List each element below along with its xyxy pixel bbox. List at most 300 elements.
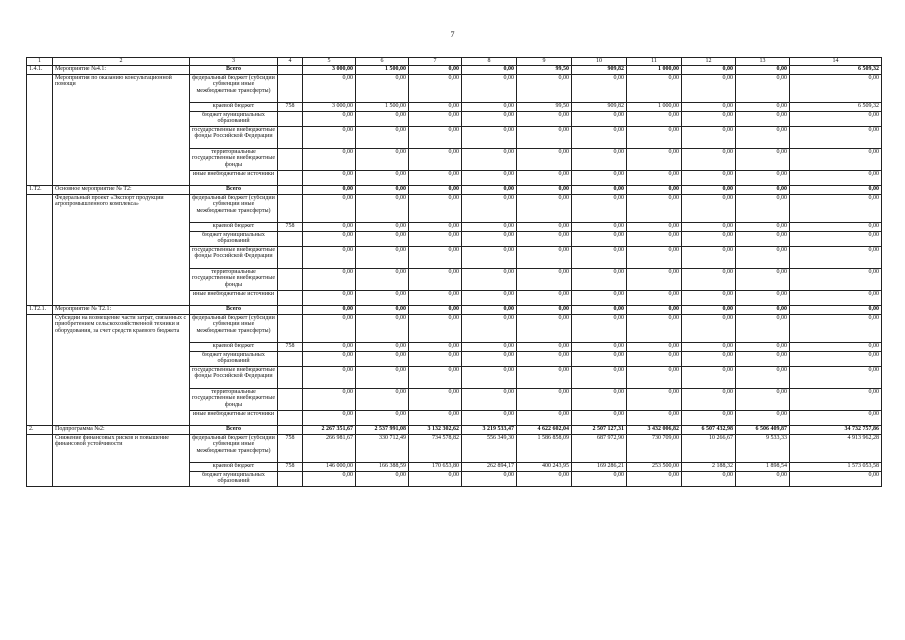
amount-cell: 0,00: [303, 411, 356, 426]
amount-cell: 0,00: [736, 306, 790, 315]
amount-cell: 0,00: [736, 195, 790, 223]
amount-cell: 0,00: [409, 367, 462, 389]
budget-code: [278, 472, 303, 487]
amount-cell: 0,00: [517, 232, 572, 247]
amount-cell: 0,00: [303, 171, 356, 186]
amount-cell: 0,00: [572, 127, 627, 149]
budget-code: [278, 232, 303, 247]
amount-cell: 0,00: [517, 149, 572, 171]
budget-code: [278, 389, 303, 411]
amount-cell: 0,00: [409, 186, 462, 195]
amount-cell: 0,00: [356, 195, 409, 223]
budget-code: 758: [278, 435, 303, 463]
amount-cell: 0,00: [627, 186, 682, 195]
amount-cell: 0,00: [409, 149, 462, 171]
amount-cell: 0,00: [736, 75, 790, 103]
amount-cell: 0,00: [517, 186, 572, 195]
amount-cell: 0,00: [790, 171, 882, 186]
amount-cell: 0,00: [517, 315, 572, 343]
amount-cell: 909,82: [572, 103, 627, 112]
funding-source: государственные внебюджетные фонды Российской Федерации: [190, 127, 278, 149]
amount-cell: 0,00: [682, 306, 736, 315]
amount-cell: 0,00: [682, 291, 736, 306]
amount-cell: 0,00: [682, 352, 736, 367]
section-title: Подпрограмма №2:: [53, 426, 190, 435]
amount-cell: 0,00: [356, 291, 409, 306]
amount-cell: 0,00: [409, 112, 462, 127]
funding-source: иные внебюджетные источники: [190, 291, 278, 306]
amount-cell: 0,00: [682, 232, 736, 247]
amount-cell: 0,00: [303, 112, 356, 127]
amount-cell: 0,00: [790, 367, 882, 389]
amount-cell: 0,00: [790, 112, 882, 127]
amount-cell: 0,00: [462, 186, 517, 195]
amount-cell: 0,00: [409, 195, 462, 223]
header-cell: 3: [190, 58, 278, 66]
header-cell: 9: [517, 58, 572, 66]
amount-cell: 262 894,17: [462, 463, 517, 472]
amount-cell: 0,00: [790, 269, 882, 291]
amount-cell: 1 000,00: [627, 66, 682, 75]
amount-cell: 6 509,32: [790, 66, 882, 75]
amount-cell: 2 188,32: [682, 463, 736, 472]
amount-cell: 0,00: [303, 247, 356, 269]
amount-cell: 0,00: [462, 291, 517, 306]
amount-cell: 3 219 533,47: [462, 426, 517, 435]
budget-code: [278, 247, 303, 269]
amount-cell: 99,50: [517, 66, 572, 75]
amount-cell: 0,00: [682, 66, 736, 75]
amount-cell: 0,00: [303, 315, 356, 343]
amount-cell: 0,00: [517, 269, 572, 291]
amount-cell: 0,00: [736, 315, 790, 343]
header-cell: 14: [790, 58, 882, 66]
funding-source: бюджет муниципальных образований: [190, 232, 278, 247]
amount-cell: 0,00: [572, 186, 627, 195]
amount-cell: 0,00: [627, 367, 682, 389]
amount-cell: 2 537 991,08: [356, 426, 409, 435]
amount-cell: 0,00: [303, 291, 356, 306]
budget-code: [278, 352, 303, 367]
budget-code: [278, 291, 303, 306]
amount-cell: 0,00: [409, 291, 462, 306]
amount-cell: 146 000,00: [303, 463, 356, 472]
amount-cell: 0,00: [356, 343, 409, 352]
amount-cell: 0,00: [572, 247, 627, 269]
row-number: 1.T2.1.: [27, 306, 53, 315]
amount-cell: 3 000,00: [303, 66, 356, 75]
amount-cell: 0,00: [517, 247, 572, 269]
amount-cell: 556 349,30: [462, 435, 517, 463]
amount-cell: 0,00: [572, 171, 627, 186]
amount-cell: 0,00: [409, 247, 462, 269]
amount-cell: 0,00: [303, 186, 356, 195]
amount-cell: 0,00: [790, 306, 882, 315]
budget-code: [278, 75, 303, 103]
amount-cell: 0,00: [627, 171, 682, 186]
amount-cell: 0,00: [736, 269, 790, 291]
amount-cell: 10 266,67: [682, 435, 736, 463]
amount-cell: 0,00: [736, 103, 790, 112]
funding-source: краевой бюджет: [190, 343, 278, 352]
amount-cell: 0,00: [790, 195, 882, 223]
budget-code: 758: [278, 343, 303, 352]
header-cell: 6: [356, 58, 409, 66]
amount-cell: 0,00: [517, 75, 572, 103]
amount-cell: 0,00: [736, 127, 790, 149]
section-description: Федеральный проект «Экспорт продукции агропромышленного комплекса»: [53, 195, 190, 306]
funding-source: государственные внебюджетные фонды Российской Федерации: [190, 247, 278, 269]
amount-cell: 0,00: [736, 112, 790, 127]
amount-cell: 0,00: [356, 352, 409, 367]
section-description: Мероприятия по оказанию консультационной помощи: [53, 75, 190, 186]
page-number: 7: [450, 30, 455, 39]
budget-code: [278, 315, 303, 343]
amount-cell: 0,00: [682, 247, 736, 269]
amount-cell: 0,00: [409, 171, 462, 186]
amount-cell: 0,00: [517, 171, 572, 186]
amount-cell: 0,00: [736, 186, 790, 195]
amount-cell: 0,00: [682, 411, 736, 426]
amount-cell: 0,00: [682, 343, 736, 352]
header-cell: 8: [462, 58, 517, 66]
amount-cell: 687 972,90: [572, 435, 627, 463]
amount-cell: 1 500,00: [356, 66, 409, 75]
budget-code: [278, 411, 303, 426]
budget-code: [278, 367, 303, 389]
funding-source: бюджет муниципальных образований: [190, 352, 278, 367]
amount-cell: 0,00: [303, 232, 356, 247]
amount-cell: 0,00: [682, 171, 736, 186]
funding-source: Всего: [190, 186, 278, 195]
amount-cell: 0,00: [409, 472, 462, 487]
amount-cell: 0,00: [572, 149, 627, 171]
amount-cell: 730 709,00: [627, 435, 682, 463]
amount-cell: 0,00: [627, 269, 682, 291]
amount-cell: 0,00: [790, 75, 882, 103]
funding-source: территориальные государственные внебюджетные фонды: [190, 389, 278, 411]
header-cell: 4: [278, 58, 303, 66]
amount-cell: 0,00: [462, 411, 517, 426]
amount-cell: 0,00: [356, 367, 409, 389]
header-cell: 13: [736, 58, 790, 66]
amount-cell: 0,00: [409, 75, 462, 103]
amount-cell: 0,00: [736, 343, 790, 352]
section-description: Субсидии на возмещение части затрат, связанных с приобретением сельскохозяйственной техники и оборудования, за счет средств краевого бюджета: [53, 315, 190, 426]
amount-cell: 0,00: [790, 232, 882, 247]
amount-cell: 1 586 858,09: [517, 435, 572, 463]
funding-source: федеральный бюджет (субсидии субвенции иные межбюджетные трансферты): [190, 75, 278, 103]
amount-cell: 0,00: [356, 127, 409, 149]
amount-cell: 0,00: [736, 411, 790, 426]
header-cell: 2: [53, 58, 190, 66]
amount-cell: 2 507 127,31: [572, 426, 627, 435]
amount-cell: 0,00: [356, 171, 409, 186]
amount-cell: 0,00: [462, 389, 517, 411]
amount-cell: 0,00: [682, 315, 736, 343]
amount-cell: 0,00: [303, 75, 356, 103]
amount-cell: 0,00: [682, 112, 736, 127]
amount-cell: 0,00: [572, 291, 627, 306]
amount-cell: 0,00: [409, 269, 462, 291]
budget-code: [278, 171, 303, 186]
amount-cell: 0,00: [736, 171, 790, 186]
section-description: Снижение финансовых рисков и повышение финансовой устойчивости: [53, 435, 190, 487]
amount-cell: 0,00: [517, 306, 572, 315]
section-title: Основное мероприятие № T2:: [53, 186, 190, 195]
amount-cell: 0,00: [517, 127, 572, 149]
amount-cell: 0,00: [303, 343, 356, 352]
amount-cell: 0,00: [303, 127, 356, 149]
amount-cell: 0,00: [462, 343, 517, 352]
budget-code: [278, 269, 303, 291]
header-cell: 7: [409, 58, 462, 66]
budget-code: [278, 112, 303, 127]
amount-cell: 0,00: [682, 367, 736, 389]
row-number-empty: [27, 75, 53, 186]
funding-source: краевой бюджет: [190, 103, 278, 112]
amount-cell: 0,00: [409, 127, 462, 149]
funding-source: федеральный бюджет (субсидии субвенции иные межбюджетные трансферты): [190, 195, 278, 223]
amount-cell: 0,00: [572, 367, 627, 389]
amount-cell: 0,00: [627, 112, 682, 127]
amount-cell: 330 712,49: [356, 435, 409, 463]
header-cell: 5: [303, 58, 356, 66]
header-row: [27, 58, 882, 66]
row-number-empty: [27, 435, 53, 487]
table-row: [27, 435, 882, 463]
amount-cell: 0,00: [627, 149, 682, 171]
amount-cell: 0,00: [790, 247, 882, 269]
amount-cell: 0,00: [627, 127, 682, 149]
row-number-empty: [27, 195, 53, 306]
amount-cell: 0,00: [462, 367, 517, 389]
amount-cell: 4 622 602,04: [517, 426, 572, 435]
funding-source: федеральный бюджет (субсидии субвенции иные межбюджетные трансферты): [190, 315, 278, 343]
amount-cell: 0,00: [409, 411, 462, 426]
amount-cell: 0,00: [682, 223, 736, 232]
funding-source: территориальные государственные внебюджетные фонды: [190, 149, 278, 171]
amount-cell: 0,00: [409, 352, 462, 367]
amount-cell: 0,00: [627, 291, 682, 306]
budget-code: [278, 306, 303, 315]
amount-cell: 3 000,00: [303, 103, 356, 112]
amount-cell: 3 132 302,62: [409, 426, 462, 435]
amount-cell: 0,00: [303, 389, 356, 411]
amount-cell: 9 533,33: [736, 435, 790, 463]
amount-cell: 0,00: [682, 472, 736, 487]
amount-cell: 0,00: [627, 223, 682, 232]
funding-source: иные внебюджетные источники: [190, 171, 278, 186]
amount-cell: 0,00: [627, 472, 682, 487]
amount-cell: 0,00: [356, 315, 409, 343]
amount-cell: 0,00: [517, 389, 572, 411]
amount-cell: 253 500,00: [627, 463, 682, 472]
amount-cell: 0,00: [572, 112, 627, 127]
amount-cell: 0,00: [462, 103, 517, 112]
amount-cell: 34 732 757,86: [790, 426, 882, 435]
amount-cell: 0,00: [572, 315, 627, 343]
amount-cell: 0,00: [462, 352, 517, 367]
amount-cell: 0,00: [790, 223, 882, 232]
amount-cell: 0,00: [790, 411, 882, 426]
funding-source: бюджет муниципальных образований: [190, 112, 278, 127]
amount-cell: 0,00: [356, 149, 409, 171]
amount-cell: 0,00: [462, 171, 517, 186]
amount-cell: 0,00: [356, 247, 409, 269]
amount-cell: 0,00: [682, 186, 736, 195]
amount-cell: 0,00: [462, 112, 517, 127]
amount-cell: 0,00: [572, 195, 627, 223]
amount-cell: 0,00: [627, 343, 682, 352]
table-row: [27, 75, 882, 103]
amount-cell: 0,00: [736, 247, 790, 269]
amount-cell: 0,00: [303, 367, 356, 389]
amount-cell: 0,00: [736, 352, 790, 367]
amount-cell: 909,82: [572, 66, 627, 75]
amount-cell: 1 573 053,58: [790, 463, 882, 472]
amount-cell: 0,00: [572, 75, 627, 103]
amount-cell: 3 432 006,82: [627, 426, 682, 435]
amount-cell: 0,00: [682, 103, 736, 112]
amount-cell: 0,00: [409, 306, 462, 315]
funding-source: Всего: [190, 426, 278, 435]
amount-cell: 0,00: [356, 112, 409, 127]
amount-cell: 0,00: [409, 315, 462, 343]
budget-table: [26, 57, 882, 487]
row-number-empty: [27, 315, 53, 426]
amount-cell: 0,00: [682, 269, 736, 291]
amount-cell: 1 000,00: [627, 103, 682, 112]
amount-cell: 0,00: [356, 186, 409, 195]
amount-cell: 0,00: [682, 195, 736, 223]
amount-cell: 0,00: [682, 75, 736, 103]
budget-code: [278, 149, 303, 171]
amount-cell: 0,00: [409, 66, 462, 75]
amount-cell: 0,00: [356, 411, 409, 426]
table-row: [27, 426, 882, 435]
amount-cell: 0,00: [627, 389, 682, 411]
amount-cell: 0,00: [462, 315, 517, 343]
budget-code: [278, 426, 303, 435]
amount-cell: 0,00: [517, 112, 572, 127]
amount-cell: 0,00: [736, 232, 790, 247]
amount-cell: 0,00: [682, 149, 736, 171]
funding-source: территориальные государственные внебюджетные фонды: [190, 269, 278, 291]
amount-cell: 0,00: [627, 411, 682, 426]
amount-cell: 0,00: [303, 149, 356, 171]
amount-cell: 0,00: [572, 343, 627, 352]
amount-cell: 0,00: [517, 352, 572, 367]
amount-cell: 0,00: [682, 127, 736, 149]
amount-cell: 99,50: [517, 103, 572, 112]
funding-source: краевой бюджет: [190, 463, 278, 472]
amount-cell: 734 578,82: [409, 435, 462, 463]
table-row: [27, 66, 882, 75]
funding-source: Всего: [190, 306, 278, 315]
amount-cell: 0,00: [517, 367, 572, 389]
amount-cell: 0,00: [409, 223, 462, 232]
amount-cell: 0,00: [356, 75, 409, 103]
budget-code: 758: [278, 103, 303, 112]
amount-cell: 0,00: [409, 232, 462, 247]
amount-cell: 0,00: [303, 223, 356, 232]
amount-cell: 0,00: [517, 195, 572, 223]
row-number: 1.4.1.: [27, 66, 53, 75]
amount-cell: 0,00: [356, 223, 409, 232]
amount-cell: 0,00: [303, 472, 356, 487]
amount-cell: 0,00: [462, 232, 517, 247]
table-row: [27, 315, 882, 343]
amount-cell: 0,00: [356, 269, 409, 291]
amount-cell: 0,00: [736, 66, 790, 75]
funding-source: государственные внебюджетные фонды Российской Федерации: [190, 367, 278, 389]
amount-cell: 0,00: [462, 127, 517, 149]
amount-cell: 0,00: [790, 186, 882, 195]
amount-cell: 4 913 962,28: [790, 435, 882, 463]
amount-cell: 0,00: [462, 75, 517, 103]
amount-cell: 0,00: [790, 127, 882, 149]
amount-cell: 0,00: [462, 66, 517, 75]
amount-cell: 0,00: [736, 367, 790, 389]
amount-cell: 0,00: [462, 472, 517, 487]
funding-source: федеральный бюджет (субсидии субвенции иные межбюджетные трансферты): [190, 435, 278, 463]
amount-cell: 0,00: [572, 352, 627, 367]
amount-cell: 0,00: [356, 472, 409, 487]
section-title: Мероприятие № T2.1:: [53, 306, 190, 315]
funding-source: Всего: [190, 66, 278, 75]
table-row: [27, 195, 882, 223]
amount-cell: 0,00: [627, 232, 682, 247]
amount-cell: 0,00: [356, 389, 409, 411]
amount-cell: 0,00: [790, 291, 882, 306]
amount-cell: 0,00: [409, 343, 462, 352]
amount-cell: 6 509,32: [790, 103, 882, 112]
amount-cell: 0,00: [627, 315, 682, 343]
amount-cell: 0,00: [517, 472, 572, 487]
amount-cell: 0,00: [517, 343, 572, 352]
amount-cell: 0,00: [790, 315, 882, 343]
amount-cell: 0,00: [409, 389, 462, 411]
amount-cell: 0,00: [736, 223, 790, 232]
amount-cell: 0,00: [790, 343, 882, 352]
amount-cell: 0,00: [572, 389, 627, 411]
amount-cell: 6 506 409,87: [736, 426, 790, 435]
header-cell: 12: [682, 58, 736, 66]
amount-cell: 0,00: [517, 291, 572, 306]
amount-cell: 0,00: [303, 306, 356, 315]
amount-cell: 0,00: [356, 306, 409, 315]
amount-cell: 266 981,67: [303, 435, 356, 463]
section-title: Мероприятие №4.1:: [53, 66, 190, 75]
amount-cell: 170 653,80: [409, 463, 462, 472]
row-number: 2.: [27, 426, 53, 435]
funding-source: бюджет муниципальных образований: [190, 472, 278, 487]
amount-cell: 0,00: [462, 223, 517, 232]
amount-cell: 0,00: [462, 269, 517, 291]
row-number: 1.T2.: [27, 186, 53, 195]
amount-cell: 0,00: [736, 472, 790, 487]
amount-cell: 0,00: [356, 232, 409, 247]
amount-cell: 0,00: [517, 411, 572, 426]
header-cell: 10: [572, 58, 627, 66]
budget-code: [278, 66, 303, 75]
amount-cell: 0,00: [627, 195, 682, 223]
amount-cell: 0,00: [303, 352, 356, 367]
amount-cell: 0,00: [790, 389, 882, 411]
amount-cell: 1 898,54: [736, 463, 790, 472]
table-row: [27, 306, 882, 315]
